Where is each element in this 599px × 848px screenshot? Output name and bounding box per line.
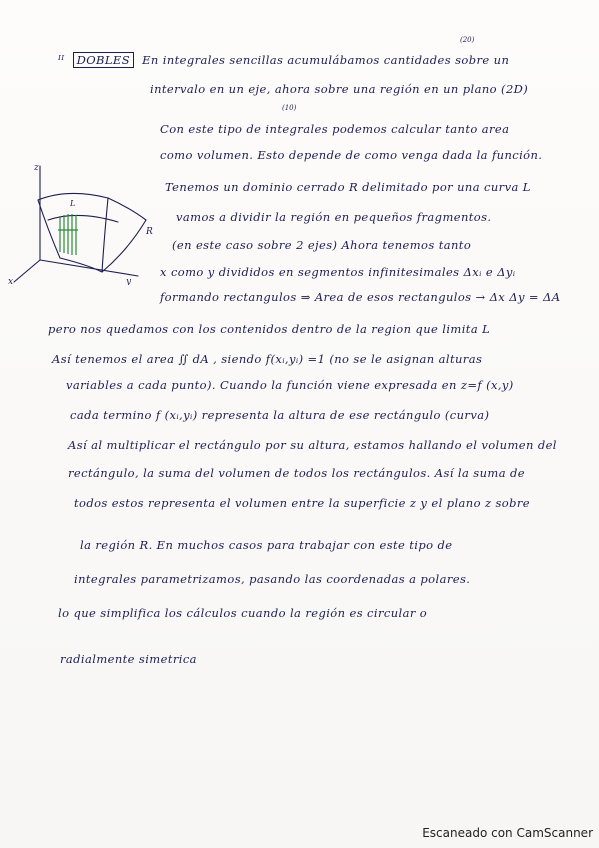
label-x: x [8, 277, 14, 285]
text-line-14: Así al multiplicar el rectángulo por su altura, estamos hallando el volumen del [68, 438, 557, 452]
text-line-19: lo que simplifica los cálculos cuando la región es circular o [58, 606, 428, 620]
surface-sketch [8, 160, 158, 285]
text-line-5: Tenemos un dominio cerrado R delimitado por una curva L [165, 180, 531, 194]
text-line-20: radialmente simetrica [60, 652, 197, 666]
text-line-11: Así tenemos el area ∬ dA , siendo f(xᵢ,yᵢ) =1 (no se le asignan alturas [52, 352, 483, 366]
region-back-edge [102, 220, 146, 272]
text-line-17: la región R. En muchos casos para trabajar con este tipo de [80, 538, 453, 552]
heading-line [58, 52, 509, 68]
annotation-10: (10) [282, 104, 297, 112]
label-z: z [34, 163, 39, 173]
label-y: y [126, 277, 132, 285]
text-line-16: todos estos representa el volumen entre la superficie z y el plano z sobre [74, 496, 530, 510]
surface-right-edge [102, 198, 108, 272]
surface-mid-curve [48, 215, 118, 222]
text-line-9: formando rectangulos ⇒ Area de esos rectangulos → Δx Δy = ΔA [160, 290, 561, 304]
text-line-2: intervalo en un eje, ahora sobre una región en un plano (2D) [150, 82, 529, 96]
y-axis [40, 260, 138, 276]
x-axis [14, 260, 40, 282]
text-line-12: variables a cada punto). Cuando la función viene expresada en z=f (x,y) [66, 378, 514, 392]
label-r: R [146, 227, 153, 237]
scanner-watermark: Escaneado con CamScanner [422, 826, 593, 840]
text-line-6: vamos a dividir la región en pequeños fragmentos. [176, 210, 492, 224]
surface-left-edge [38, 200, 60, 258]
text-line-8: x como y divididos en segmentos infinitesimales Δxᵢ e Δyᵢ [160, 265, 516, 279]
label-l: L [70, 199, 76, 208]
region-front-edge [60, 258, 102, 272]
text-line-1: En integrales sencillas acumulábamos cantidades sobre un [142, 53, 510, 67]
text-line-4: como volumen. Esto depende de como venga dada la función. [160, 148, 543, 162]
text-line-7: (en este caso sobre 2 ejes) Ahora tenemos tanto [172, 238, 472, 252]
text-line-10: pero nos quedamos con los contenidos dentro de la region que limita L [48, 322, 491, 336]
column-hatch [58, 214, 78, 255]
text-line-13: cada termino f (xᵢ,yᵢ) representa la altura de ese rectángulo (curva) [70, 408, 490, 422]
annotation-20-top: (20) [460, 36, 475, 44]
text-line-15: rectángulo, la suma del volumen de todos los rectángulos. Así la suma de [68, 466, 526, 480]
heading-prefix: ᴵᴵ [58, 53, 65, 67]
text-line-18: integrales parametrizamos, pasando las coordenadas a polares. [74, 572, 471, 586]
boxed-title: DOBLES [73, 52, 134, 68]
text-line-3: Con este tipo de integrales podemos calcular tanto area [160, 122, 510, 136]
